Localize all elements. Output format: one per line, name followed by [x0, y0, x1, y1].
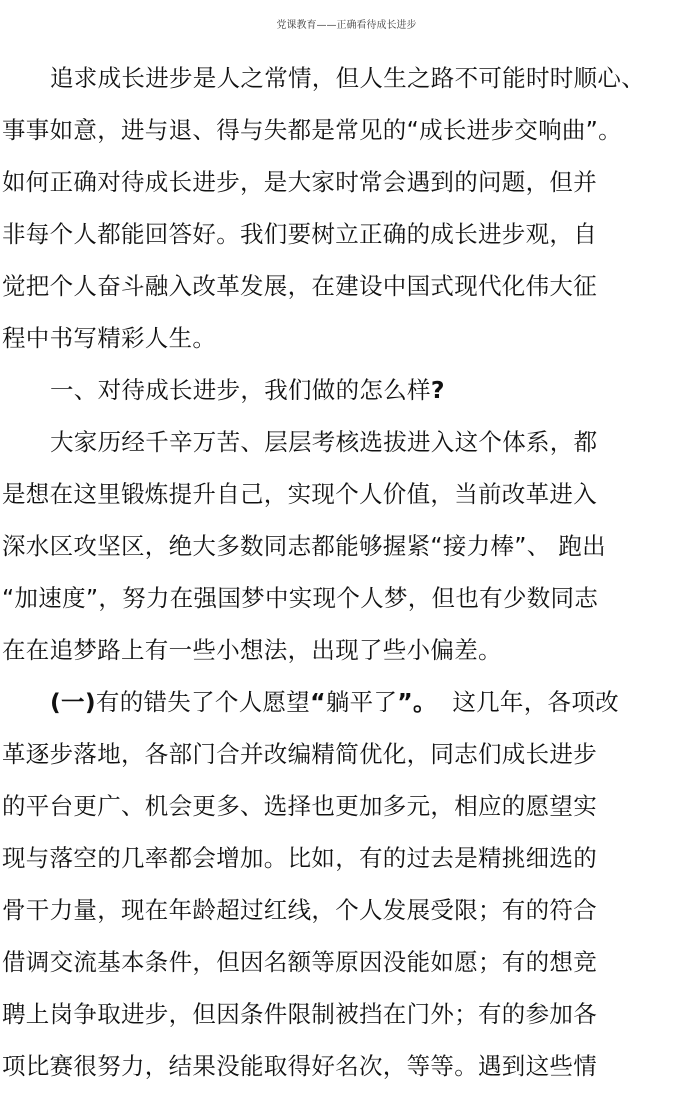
paragraph-line: 骨干力量，现在年龄超过红线，个人发展受限；有的符合	[2, 896, 597, 924]
subsection-number: (一)	[50, 688, 96, 716]
question-mark: ?	[430, 376, 445, 404]
paragraph-line: 是想在这里锻炼提升自己，实现个人价值，当前改革进入	[2, 480, 597, 508]
subsection-line	[50, 687, 619, 717]
paragraph-line: 如何正确对待成长进步，是大家时常会遇到的问题，但并	[2, 168, 597, 196]
subsection-phrase: 躺平了	[325, 688, 398, 716]
paragraph-line: 聘上岗争取进步，但因条件限制被挡在门外；有的参加各	[2, 1000, 597, 1028]
section-heading	[50, 375, 445, 405]
paragraph-line: 借调交流基本条件，但因名额等原因没能如愿；有的想竞	[2, 948, 597, 976]
subsection-continuation: 这几年，各项改	[436, 688, 619, 716]
paragraph-line: 革逐步落地，各部门合并改编精简优化，同志们成长进步	[2, 740, 597, 768]
paragraph-line: 项比赛很努力，结果没能取得好名次，等等。遇到这些情	[2, 1052, 597, 1080]
paragraph-line: 在在追梦路上有一些小想法，出现了些小偏差。	[2, 636, 502, 664]
paragraph-line: 非每个人都能回答好。我们要树立正确的成长进步观，自	[2, 220, 597, 248]
paragraph-line: 程中书写精彩人生。	[2, 324, 217, 352]
paragraph-line: 大家历经千辛万苦、层层考核选拔进入这个体系，都	[50, 428, 598, 456]
paragraph-line: 现与落空的几率都会增加。比如，有的过去是精挑细选的	[2, 844, 597, 872]
open-quote: “	[310, 688, 326, 716]
section-heading-text: 一、对待成长进步，我们做的怎么样	[50, 376, 431, 404]
paragraph-line: 觉把个人奋斗融入改革发展，在建设中国式现代化伟大征	[2, 272, 597, 300]
page-title: 党课教育——正确看待成长进步	[276, 20, 417, 31]
paragraph-line: 事事如意，进与退、得与失都是常见的“成长进步交响曲”。	[2, 116, 622, 144]
paragraph-line: 的平台更广、机会更多、选择也更加多元，相应的愿望实	[2, 792, 597, 820]
paragraph-line: 追求成长进步是人之常情，但人生之路不可能时时顺心、	[50, 64, 645, 92]
paragraph-line: 深水区攻坚区，绝大多数同志都能够握紧“接力棒”、 跑出	[2, 532, 606, 560]
paragraph-line: “加速度”，努力在强国梦中实现个人梦，但也有少数同志	[2, 584, 599, 612]
close-quote: ”。	[397, 688, 437, 716]
subsection-text: 有的错失了个人愿望	[95, 688, 311, 716]
